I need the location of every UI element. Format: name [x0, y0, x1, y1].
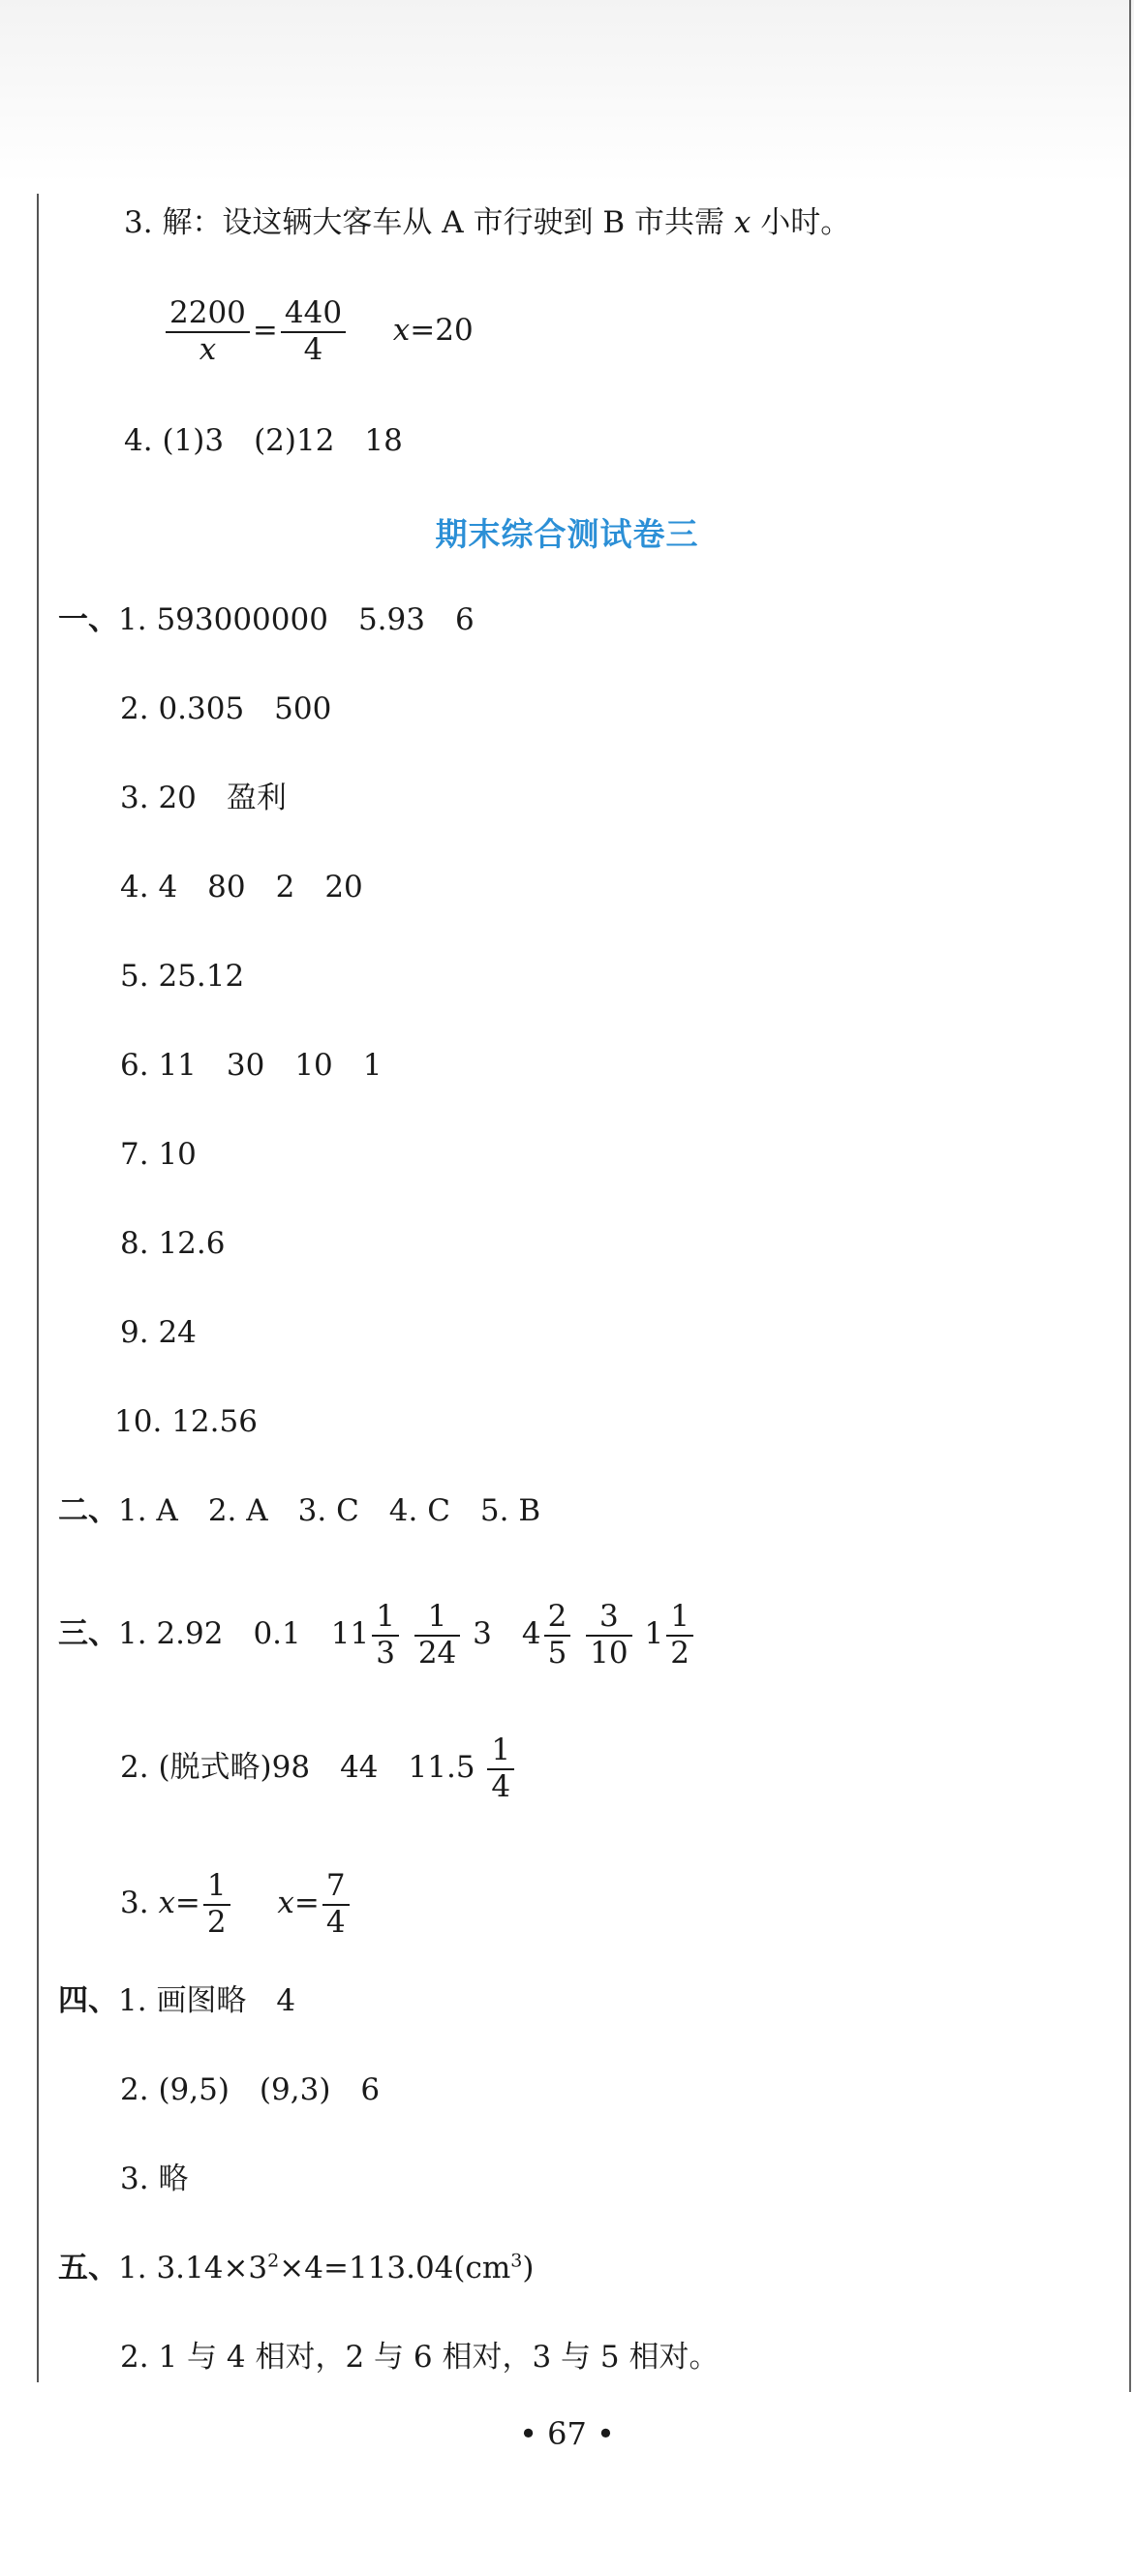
answer-text: 20 盈利	[158, 781, 287, 815]
question-number: 3.	[120, 1886, 149, 1921]
s1-q5: 5. 25.12	[120, 959, 245, 994]
s4-q1	[58, 1981, 295, 2020]
answer-text: 593000000 5.93 6	[156, 602, 475, 637]
section-label: 一、	[58, 602, 118, 637]
s5-q1: 五、1. $3.14\times 3^2\times 4=113.04(cm^3)$	[58, 2250, 535, 2285]
fraction: $\frac{1}{3}$	[372, 1600, 399, 1671]
s1-q1	[58, 600, 475, 639]
section-label: 三、	[58, 1616, 118, 1652]
variable: x	[277, 1886, 294, 1921]
fraction: $\frac{2200}{x}$	[166, 296, 250, 367]
answer-text: 25.12	[158, 959, 245, 994]
answer-value: =20	[410, 313, 474, 349]
s3-q2	[120, 1733, 517, 1804]
question-number: 1.	[118, 602, 147, 637]
s1-q2: 2. 0.305 500	[120, 691, 332, 726]
question-number: 1.	[118, 1616, 147, 1652]
prev-q4	[124, 421, 403, 460]
s1-q10: 10. 12.56	[114, 1404, 258, 1439]
answer-text: 1 与 4 相对，2 与 6 相对，3 与 5 相对。	[158, 2340, 720, 2375]
question-number: 1.	[118, 1983, 147, 2018]
s1-q7: 7. 10	[120, 1137, 197, 1172]
s4-q3: 3. 略	[120, 2162, 189, 2196]
answer-text: (9,5) (9,3) 6	[158, 2072, 381, 2107]
section-label: 五、	[58, 2251, 118, 2285]
superscript: 3	[510, 2250, 523, 2272]
answer-text: 2.92 0.1 11	[156, 1616, 370, 1652]
fraction: $\frac{2}{5}$	[544, 1600, 571, 1671]
answer-text: 12.6	[158, 1226, 226, 1261]
answer-text: 略	[158, 2162, 189, 2196]
answer-text: 解：设这辆大客车从 A 市行驶到 B 市共需	[162, 205, 725, 240]
answer-text: 1	[644, 1616, 664, 1652]
s1-q8: 8. 12.6	[120, 1226, 226, 1261]
answer-text: (脱式略)98 44 11.5	[158, 1750, 475, 1786]
page-top-shadow	[0, 0, 1134, 184]
fraction: $\frac{1}{2}$	[203, 1869, 230, 1940]
equals-sign: =	[252, 313, 278, 349]
s2-answers	[58, 1491, 540, 1530]
question-number: 1.	[118, 2251, 147, 2285]
prev-q3-equation	[163, 296, 474, 367]
section-label: 二、	[58, 1493, 118, 1528]
answer-text: 小时。	[760, 205, 851, 240]
answer-text: 24	[158, 1315, 197, 1350]
fraction: $\frac{1}{4}$	[487, 1733, 514, 1804]
s3-q1	[58, 1600, 696, 1671]
variable: x	[158, 1886, 175, 1921]
s1-q6: 6. 11 30 10 1	[120, 1048, 383, 1083]
question-number: 2.	[120, 1750, 149, 1786]
fraction: $\frac{440}{4}$	[281, 296, 346, 367]
answer-text: (1)3 (2)12 18	[162, 423, 403, 458]
fraction: $\frac{7}{4}$	[322, 1869, 350, 1940]
answer-text: 10	[158, 1137, 197, 1172]
answer-text: 4 80 2 20	[158, 870, 363, 905]
answer-text: 画图略 4	[156, 1983, 296, 2018]
fraction: $\frac{1}{2}$	[666, 1600, 693, 1671]
page-number: • 67 •	[519, 2415, 615, 2452]
s1-q3: 3. 20 盈利	[120, 781, 287, 815]
answer-text: 3 4	[473, 1616, 541, 1652]
answer-text: 11 30 10 1	[158, 1048, 383, 1083]
question-number: 4.	[124, 423, 153, 458]
s3-q3: 3. x= $\frac{1}{2}$ x= $\frac{7}{4}$	[120, 1869, 352, 1940]
fraction: $\frac{1}{24}$	[414, 1600, 460, 1671]
answer-text: 12.56	[171, 1404, 258, 1439]
variable: x	[733, 205, 751, 240]
section-label: 四、	[58, 1983, 118, 2018]
right-edge-rule	[1129, 0, 1131, 2392]
answer-text: 0.305 500	[158, 691, 332, 726]
fraction: $\frac{3}{10}$	[586, 1600, 631, 1671]
superscript: 2	[267, 2250, 280, 2272]
section-heading: 期末综合测试卷三	[435, 515, 699, 553]
question-number: 3.	[124, 205, 153, 240]
s1-q4: 4. 4 80 2 20	[120, 870, 363, 905]
s5-q2: 2. 1 与 4 相对，2 与 6 相对，3 与 5 相对。	[120, 2340, 720, 2375]
s4-q2: 2. (9,5) (9,3) 6	[120, 2072, 381, 2107]
variable: x	[392, 313, 411, 349]
s1-q9: 9. 24	[120, 1315, 197, 1350]
prev-q3	[124, 203, 850, 242]
answer-text: 1. A 2. A 3. C 4. C 5. B	[118, 1493, 541, 1528]
